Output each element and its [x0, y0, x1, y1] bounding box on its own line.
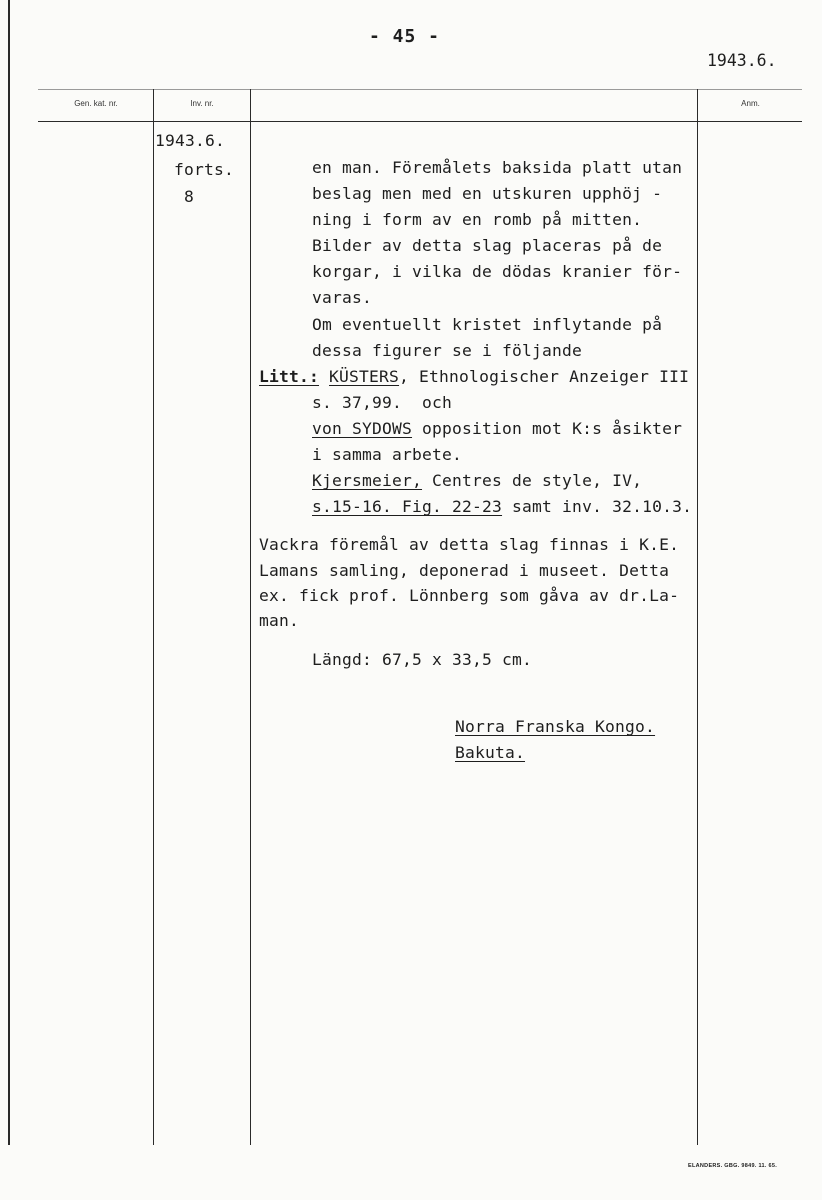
printer-imprint: ELANDERS. GBG. 9849. 11. 65.: [688, 1163, 778, 1169]
inventory-item: 8: [184, 187, 195, 206]
column-header-inv: Inv. nr.: [190, 99, 214, 108]
text-line-11-rest: opposition mot K:s åsikter: [412, 419, 683, 438]
text-line-2: beslag men med en utskuren upphöj -: [312, 184, 663, 203]
page-number: - 45 -: [369, 26, 441, 47]
column-header-gen-kat: Gen. kat. nr.: [74, 99, 118, 108]
catalog-number: 1943.6.: [707, 51, 777, 70]
text-line-4: Bilder av detta slag placeras på de: [312, 236, 663, 255]
binding-margin-line: [8, 0, 10, 1145]
literature-source: , Ethnologischer Anzeiger III: [399, 367, 690, 386]
text-line-3: ning i form av en romb på mitten.: [312, 210, 643, 229]
text-line-8: dessa figurer se i följande: [312, 341, 583, 360]
column-header-anm: Anm.: [741, 99, 760, 108]
text-line-7: Om eventuellt kristet inflytande på: [312, 315, 663, 334]
text-line-5: korgar, i vilka de dödas kranier för-: [312, 262, 683, 281]
text-line-17: ex. fick prof. Lönnberg som gåva av dr.La-: [259, 586, 680, 605]
literature-line: [259, 367, 689, 387]
inventory-number: 1943.6.: [155, 131, 226, 150]
location-people: Bakuta.: [455, 743, 526, 762]
location-region: Norra Franska Kongo.: [455, 717, 656, 736]
text-line-1: en man. Föremålets baksida platt utan: [312, 158, 683, 177]
text-line-11: [312, 419, 682, 439]
column-divider-inv-text: [250, 89, 251, 1145]
column-divider-gen-inv: [153, 89, 154, 1145]
inventory-continued: forts.: [174, 160, 235, 179]
author-kjersmeier: Kjersmeier,: [312, 471, 423, 490]
text-line-6: varas.: [312, 288, 373, 307]
text-line-15: Vackra föremål av detta slag finnas i K.E.: [259, 535, 680, 554]
length-measurement: Längd: 67,5 x 33,5 cm.: [312, 650, 533, 669]
text-line-13: [312, 471, 642, 491]
literature-label: Litt.:: [259, 367, 320, 386]
author-von-sydow: von SYDOWS: [312, 419, 413, 438]
author-kusters: KÜSTERS: [329, 367, 400, 386]
text-line-18: man.: [259, 611, 300, 630]
pages-figures: s.15-16. Fig. 22-23: [312, 497, 503, 516]
text-line-13-rest: Centres de style, IV,: [422, 471, 643, 490]
text-line-16: Lamans samling, deponerad i museet. Detta: [259, 561, 670, 580]
text-line-14-rest: samt inv. 32.10.3.: [502, 497, 693, 516]
text-line-12: i samma arbete.: [312, 445, 463, 464]
text-line-14: [312, 497, 692, 517]
text-line-10: s. 37,99. och: [312, 393, 453, 412]
column-divider-text-anm: [697, 89, 698, 1145]
